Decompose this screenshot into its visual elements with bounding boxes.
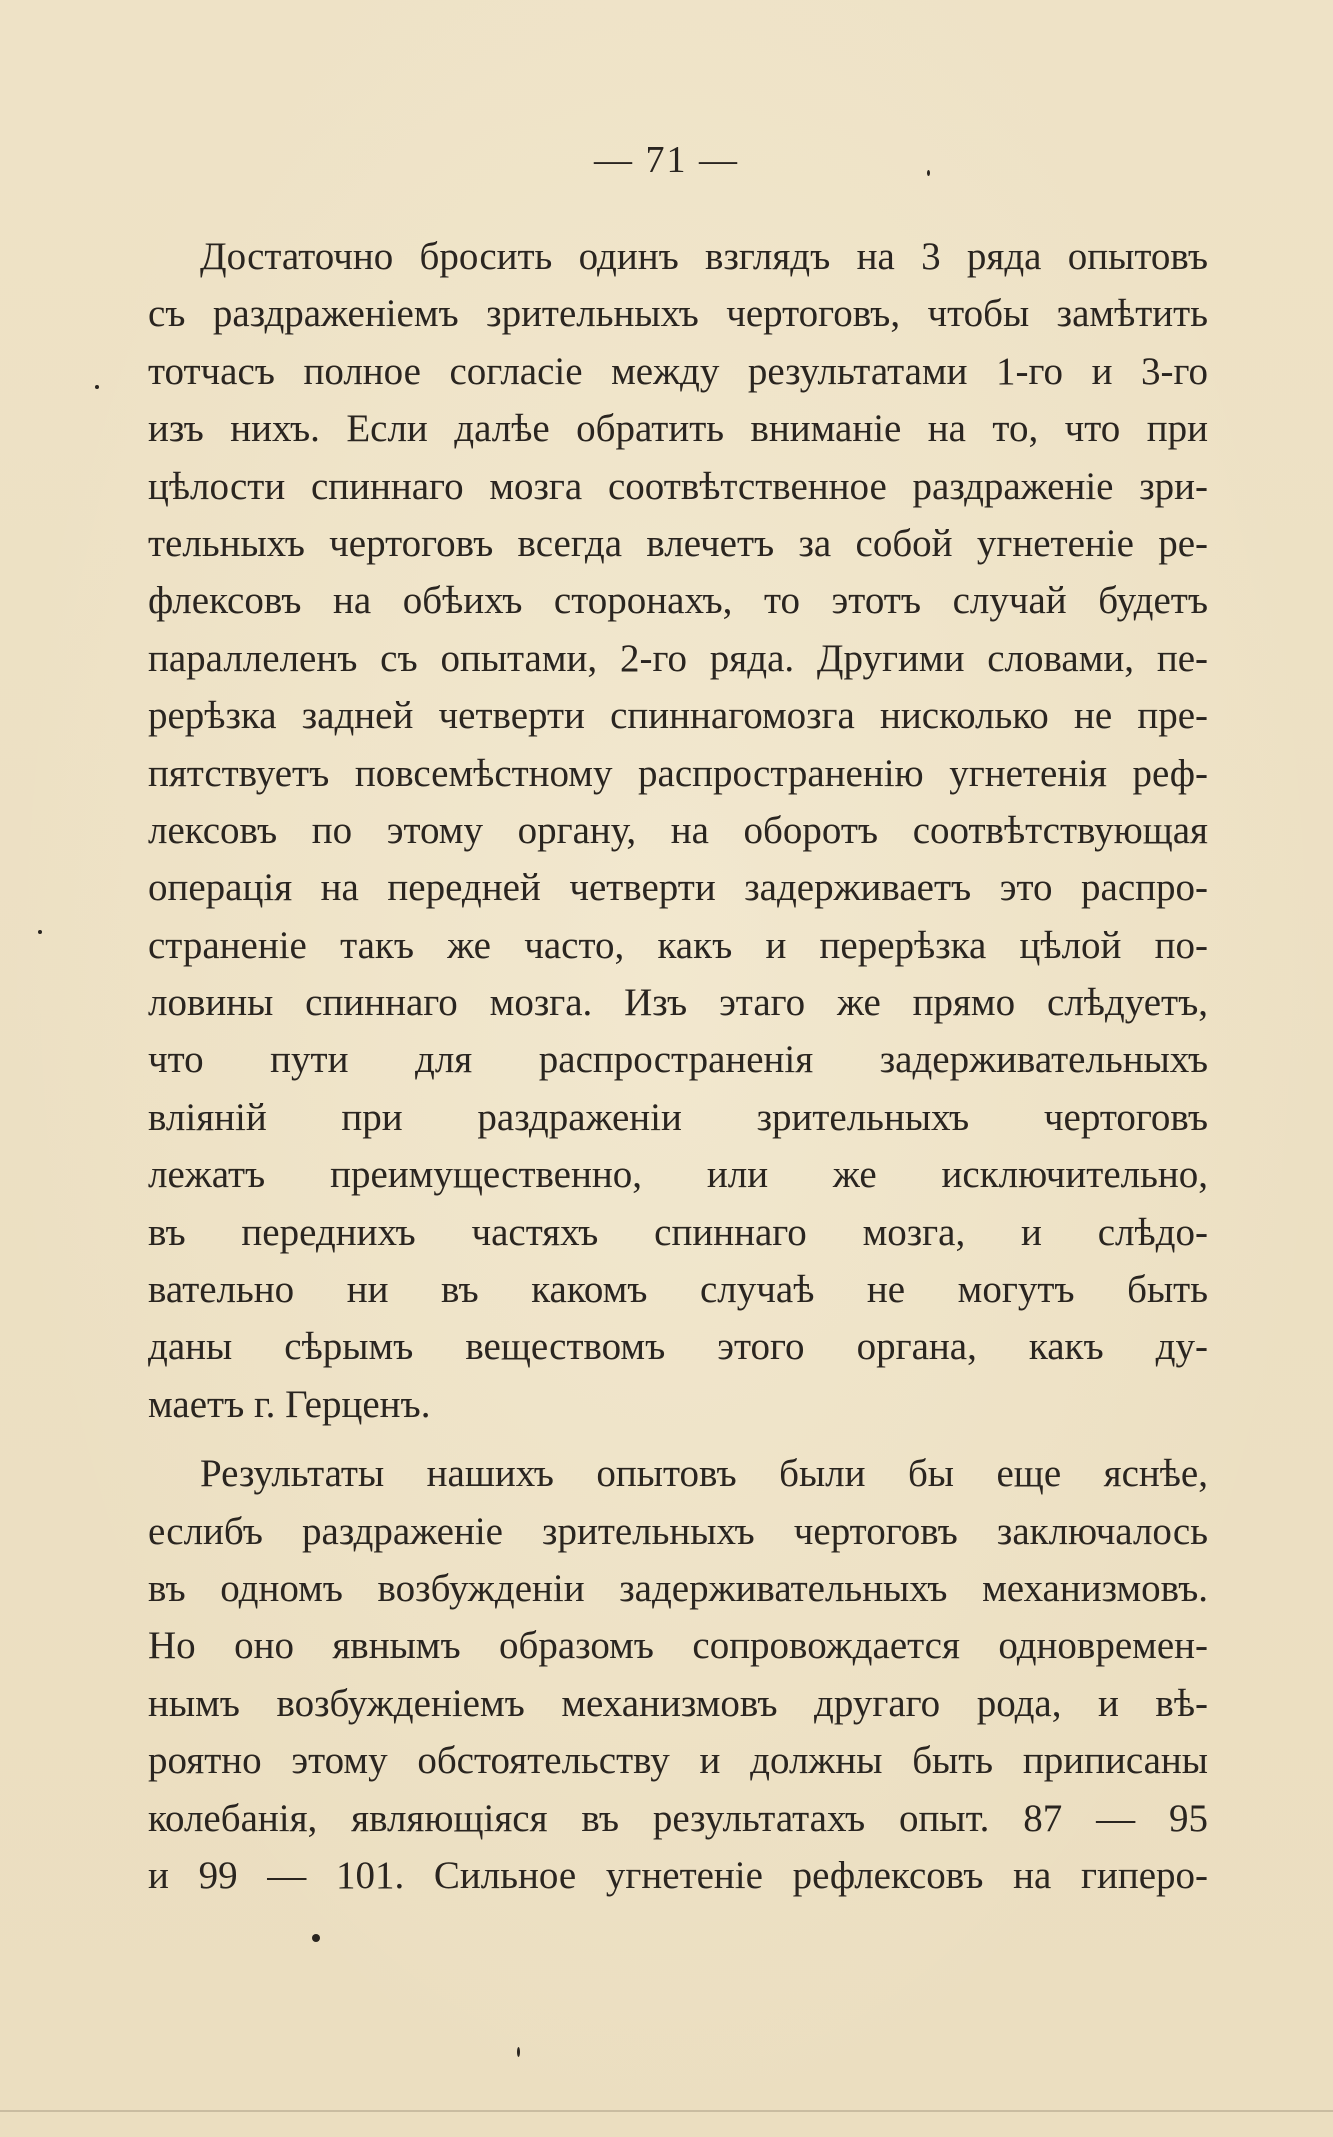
text-line: вательно ни въ какомъ случаѣ не могутъ быть [148, 1268, 1208, 1312]
text-line: Но оно явнымъ образомъ сопровождается одновремен- [148, 1624, 1208, 1668]
text-line: роятно этому обстоятельству и должны быть приписаны [148, 1739, 1208, 1783]
text-line: цѣлости спиннаго мозга соотвѣтственное раздраженіе зри- [148, 464, 1208, 508]
text-line: что пути для распространенія задерживательныхъ [148, 1038, 1208, 1082]
ink-speck [38, 930, 42, 934]
text-line: въ переднихъ частяхъ спиннаго мозга, и слѣдо- [148, 1210, 1208, 1254]
text-line: изъ нихъ. Если далѣе обратить вниманіе на то, что при [148, 407, 1208, 451]
paragraph-gap [148, 1433, 1208, 1445]
paragraph-1 [148, 228, 1208, 1433]
text-line: нымъ возбужденіемъ механизмовъ другаго рода, и вѣ- [148, 1681, 1208, 1725]
text-line: тотчасъ полное согласіе между результатами 1-го и 3-го [148, 349, 1208, 393]
ink-speck [927, 170, 930, 176]
text-line: колебанія, являющіяся въ результатахъ опыт. 87 — 95 [148, 1796, 1208, 1840]
text-line: маетъ г. Герценъ. [148, 1382, 431, 1426]
text-line: и 99 — 101. Сильное угнетеніе рефлексовъ на гиперо- [148, 1853, 1208, 1897]
text-line: тельныхъ чертоговъ всегда влечетъ за собой угнетеніе ре- [148, 521, 1208, 565]
text-line: страненіе такъ же часто, какъ и перерѣзка цѣлой по- [148, 923, 1208, 967]
text-line: даны сѣрымъ веществомъ этого органа, какъ ду- [148, 1325, 1208, 1369]
text-line: лексовъ по этому органу, на оборотъ соотвѣтствующая [148, 808, 1208, 852]
paragraph-2 [148, 1445, 1208, 1904]
text-line: вліяній при раздраженіи зрительныхъ чертоговъ [148, 1095, 1208, 1139]
text-line: рерѣзка задней четверти спиннагомозга нисколько не пре- [148, 694, 1208, 738]
text-line: въ одномъ возбужденіи задерживательныхъ механизмовъ. [148, 1566, 1208, 1610]
body-text [148, 228, 1208, 1904]
text-line: ловины спиннаго мозга. Изъ этаго же прямо слѣдуетъ, [148, 981, 1208, 1025]
ink-speck [517, 2047, 520, 2057]
page-number: — 71 — [594, 139, 739, 181]
text-line: пятствуетъ повсемѣстному распространенію угнетенія реф- [148, 751, 1208, 795]
text-line: еслибъ раздраженіе зрительныхъ чертоговъ заключалось [148, 1509, 1208, 1553]
text-line: Достаточно бросить одинъ взглядъ на 3 ряда опытовъ [200, 235, 1208, 278]
ink-speck [95, 385, 99, 389]
text-line: операція на передней четверти задерживаетъ это распро- [148, 866, 1208, 910]
text-line: съ раздраженіемъ зрительныхъ чертоговъ, чтобы замѣтить [148, 292, 1208, 336]
text-line: лежатъ преимущественно, или же исключительно, [148, 1153, 1208, 1197]
paper-edge [0, 2110, 1333, 2112]
text-line: Результаты нашихъ опытовъ были бы еще яснѣе, [200, 1452, 1208, 1496]
text-line: параллеленъ съ опытами, 2-го ряда. Другими словами, пе- [148, 636, 1208, 680]
text-line: флексовъ на обѣихъ сторонахъ, то этотъ случай будетъ [148, 579, 1208, 623]
ink-speck [312, 1934, 320, 1942]
